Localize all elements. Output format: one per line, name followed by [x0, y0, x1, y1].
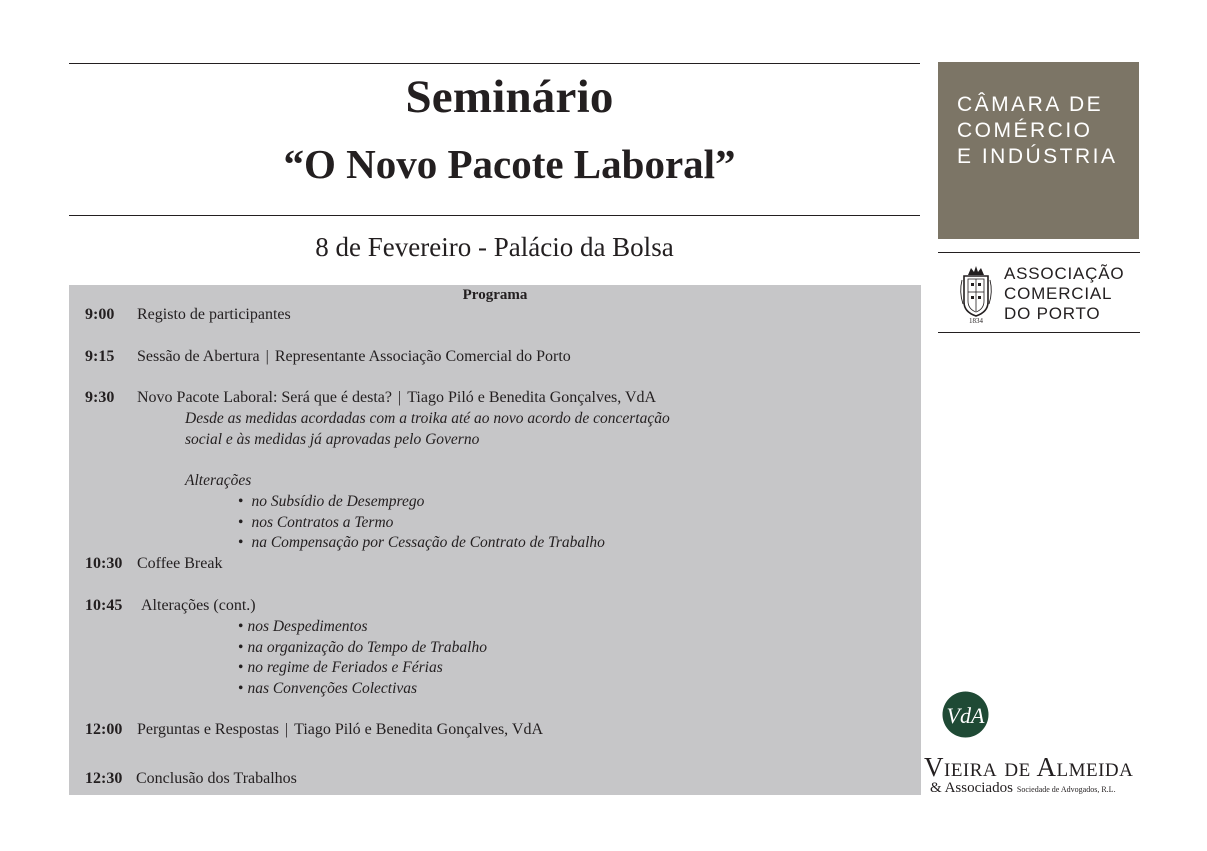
acp-emblem-icon — [958, 262, 994, 324]
changes-list — [238, 492, 605, 554]
acp-top-rule — [938, 252, 1140, 253]
vda-logo-name — [924, 752, 1133, 783]
item-separator: | — [265, 348, 269, 365]
list-item: • no regime de Feriados e Férias — [238, 658, 487, 679]
item-speaker: Representante Associação Comercial do Porto — [274, 348, 571, 365]
item-title-line — [137, 347, 571, 367]
acp-logo-line: ASSOCIAÇÃO — [1004, 264, 1125, 283]
item-time: 12:00 — [85, 721, 123, 738]
item-title: Coffee Break — [137, 555, 223, 572]
list-item: • nos Despedimentos — [238, 617, 487, 638]
list-item: • na Compensação por Cessação de Contrato de Trabalho — [238, 533, 605, 554]
page-title: Seminário — [405, 71, 614, 123]
session-description-line: Desde as medidas acordadas com a troika até ao novo acordo de concertação — [185, 410, 670, 427]
vda-monogram: VdA — [946, 703, 985, 728]
item-time: 10:45 — [85, 597, 123, 614]
changes-heading: Alterações — [185, 472, 252, 489]
item-time: 9:30 — [85, 389, 115, 406]
item-time: 10:30 — [85, 555, 123, 572]
header-top-rule — [69, 63, 920, 64]
vda-name-text: Vieira de Almeida — [924, 752, 1134, 782]
item-time: 12:30 — [85, 770, 123, 787]
acp-bottom-rule — [938, 332, 1140, 333]
vda-associates: & Associados — [930, 780, 1013, 796]
program-heading: Programa — [462, 287, 528, 303]
vda-logo-mark-icon — [942, 691, 989, 738]
acp-emblem-year: 1834 — [969, 317, 983, 324]
vda-firm-type: Sociedade de Advogados, R.L. — [1016, 785, 1116, 794]
item-speaker: Tiago Piló e Benedita Gonçalves, VdA — [407, 389, 657, 406]
item-time: 9:15 — [85, 348, 115, 365]
item-speaker: Tiago Piló e Benedita Gonçalves, VdA — [294, 721, 543, 738]
list-item: • nas Convenções Colectivas — [238, 679, 487, 700]
ccib-logo-line: E INDÚSTRIA — [957, 145, 1118, 168]
item-title: Registo de participantes — [137, 306, 291, 323]
item-time: 9:00 — [85, 306, 115, 323]
item-title-line — [137, 720, 543, 740]
ccib-logo — [938, 62, 1139, 239]
ccib-logo-line: COMÉRCIO — [957, 119, 1093, 142]
session-description-line: social e às medidas já aprovadas pelo Governo — [185, 431, 480, 448]
item-separator: | — [284, 721, 289, 738]
date-venue: 8 de Fevereiro - Palácio da Bolsa — [315, 232, 674, 262]
seminar-subtitle: “O Novo Pacote Laboral” — [283, 141, 736, 187]
list-item: • no Subsídio de Desemprego — [238, 492, 605, 513]
acp-logo-line: DO PORTO — [1004, 304, 1101, 323]
item-title: Perguntas e Respostas — [137, 721, 279, 738]
acp-logo-line: COMERCIAL — [1004, 284, 1113, 303]
changes-list — [238, 617, 487, 700]
item-separator: | — [398, 389, 402, 406]
list-item: • na organização do Tempo de Trabalho — [238, 638, 487, 659]
header-bottom-rule — [69, 215, 920, 216]
vda-logo-assoc — [930, 780, 1116, 797]
item-title-line — [137, 388, 656, 408]
item-title: Sessão de Abertura — [137, 348, 260, 365]
program-box — [69, 285, 921, 795]
item-title: Novo Pacote Laboral: Será que é desta? — [137, 389, 393, 406]
item-title: Conclusão dos Trabalhos — [136, 770, 297, 787]
list-item: • nos Contratos a Termo — [238, 513, 605, 534]
ccib-logo-line: CÂMARA DE — [957, 93, 1104, 116]
item-title: Alterações (cont.) — [141, 597, 256, 614]
